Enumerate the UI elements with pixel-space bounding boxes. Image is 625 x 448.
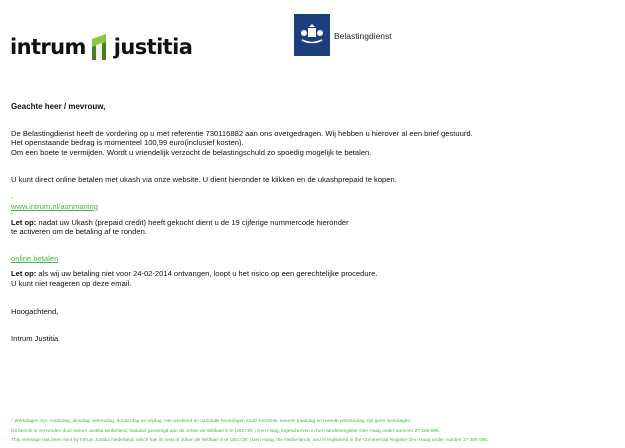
rijkswapen-crest <box>294 14 330 56</box>
para1-line3: Om een boete te vermijden. Wordt u vriendelijk verzocht de belastingschuld zo spoedig mogelijk te betalen. <box>11 147 372 157</box>
signature: Intrum Justitia <box>11 334 59 344</box>
closing: Hoogachtend, <box>11 306 59 316</box>
rijkswapen-crest-icon <box>299 23 325 47</box>
footer-line2: Dit bericht is verzonden door Intrum Justitia Nederland, statutair gevestigd aan de Johan de Wittlaan 5 te (2517JR ) Den Haag, ingeschreven in het Handelsregister Den Haag onder nummer 27 289 596. <box>11 428 441 434</box>
letop-label: Let op: <box>11 269 37 279</box>
email-header <box>0 0 625 80</box>
payment-link-aanmaning[interactable]: www.intrum.nl/aanmaning <box>11 201 98 211</box>
para1-line2: Het openstaande bedrag is momenteel 100,99 euro(inclusief kosten). <box>11 138 244 148</box>
email-body <box>11 102 611 344</box>
footer-line3: This message has been sent by Intrum Justitia Nederland, which has its seat at Johan de Wittlaan 5 te (2517JR ) Den Haag, the Netherlands, and is registered in the Commercial Register Den Haag under number 27 289 596. <box>11 438 489 443</box>
dash-marker: - <box>11 194 14 202</box>
intrum-justitia-logo <box>10 30 192 64</box>
para1-line1: De Belastingdienst heeft de vordering op u met referentie 730116882 aan ons overgedragen. Wij hebben u hierover al een brief gestuurd. <box>11 128 473 138</box>
letop2-text: als wij uw betaling niet voor 24-02-2014 ontvangen, loopt u het risico op een gerechtelijke procedure. <box>36 269 378 279</box>
intrum-justitia-logo-icon <box>89 33 111 61</box>
letop-label: Let op: <box>11 217 37 227</box>
para2: U kunt direct online betalen met ukash via onze website. U dient hieronder te klikken en de ukashprepaid te kopen. <box>11 175 397 185</box>
belastingdienst-logo <box>294 14 392 56</box>
online-betalen-link[interactable]: online betalen <box>11 253 59 263</box>
email-footer <box>11 417 619 446</box>
letop1-text: nadat uw Ukash (prepaid credit) heeft gekocht dient u de 19 cijferige nummercode hieronder <box>36 217 349 227</box>
letop2-line2: U kunt niet reageren op deze email. <box>11 278 132 288</box>
dash-marker: - <box>11 210 14 218</box>
footer-line1: * Werkdagen zijn: maandag, dinsdag, woensdag, donderdag en vrijdag. Het weekend en nationale feestdagen zoals Kerstmis, tweede paasdag en tweede pinksterdag zijn geen werkdagen. <box>11 419 412 424</box>
logo-justitia-word: justitia <box>113 35 193 59</box>
logo-intrum-word: intrum <box>10 35 86 59</box>
belastingdienst-label: Belastingdienst <box>334 31 392 41</box>
greeting: Geachte heer / mevrouw, <box>11 102 106 111</box>
letop1-line2: te activeren om de betaling af te ronden. <box>11 227 147 237</box>
